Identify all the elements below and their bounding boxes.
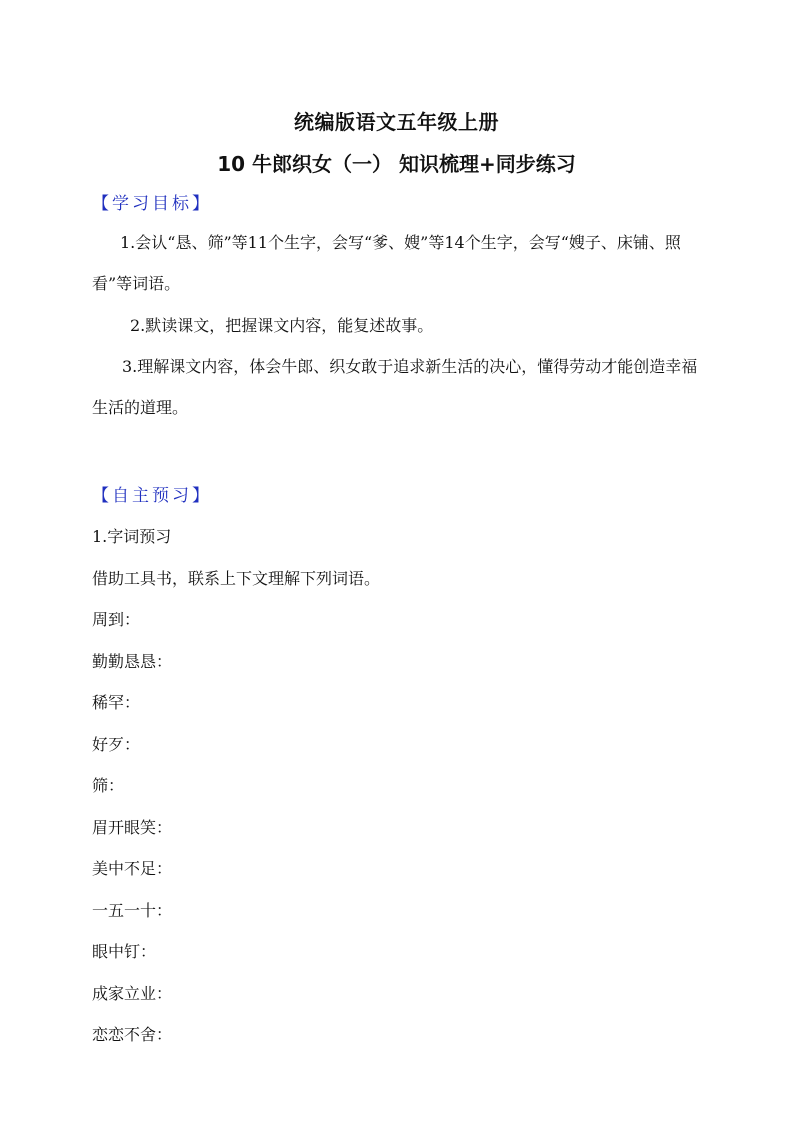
preview-instruction: 借助工具书，联系上下文理解下列词语。 (92, 569, 381, 588)
preview-sub-heading: 1.字词预习 (92, 527, 172, 546)
term-item: 眉开眼笑： (92, 818, 173, 837)
goal-item-3: 3.理解课文内容，体会牛郎、织女敢于追求新生活的决心，懂得劳动才能创造幸福生活的道理。 (92, 357, 698, 417)
term-item: 周到： (92, 610, 141, 629)
term-item: 稀罕： (92, 693, 141, 712)
document-title: 统编版语文五年级上册 (294, 110, 499, 134)
goal-item-2: 2.默读课文，把握课文内容，能复述故事。 (130, 316, 434, 335)
goals-heading: 【学习目标】 (92, 194, 212, 214)
term-item: 成家立业： (92, 984, 173, 1003)
term-item: 一五一十： (92, 901, 173, 920)
term-item: 好歹： (92, 735, 141, 754)
goal-item-1: 1.会认“恳、筛”等11个生字，会写“爹、嫂”等14个生字，会写“嫂子、床铺、照看”等词语。 (92, 233, 681, 293)
term-item: 美中不足： (92, 859, 173, 878)
term-item: 勤勤恳恳： (92, 652, 173, 671)
preview-heading: 【自主预习】 (92, 486, 212, 506)
term-item: 眼中钉： (92, 942, 157, 961)
term-item: 筛： (92, 776, 125, 795)
lesson-title: 10 牛郎织女（一） 知识梳理+同步练习 (217, 152, 576, 176)
term-item: 恋恋不舍： (92, 1025, 173, 1044)
